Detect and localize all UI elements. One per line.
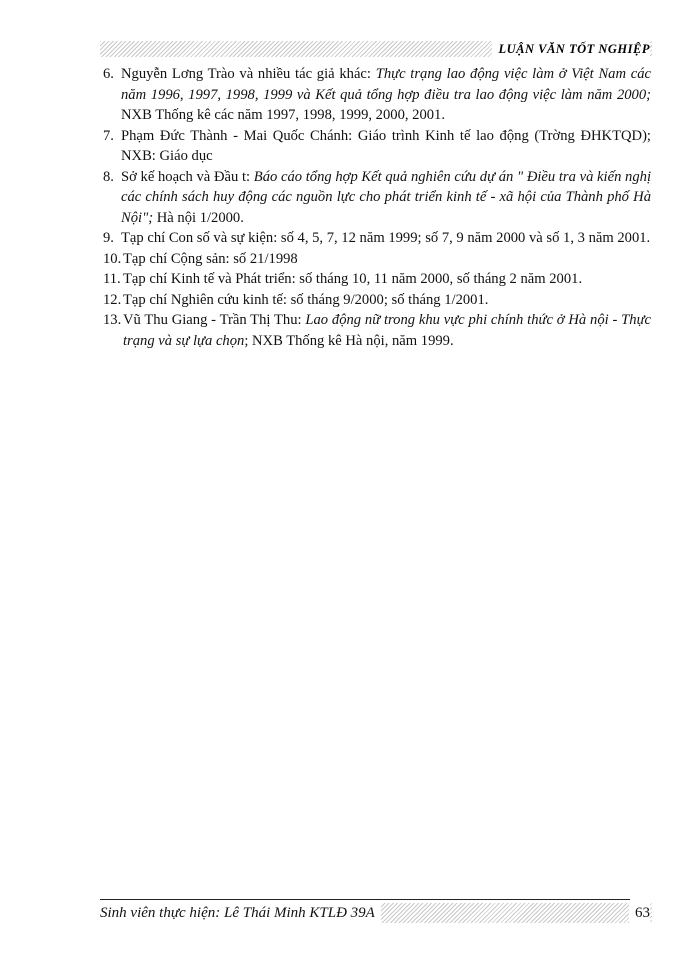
reference-item — [103, 167, 651, 229]
footer-divider — [100, 899, 630, 900]
reference-item — [103, 228, 651, 249]
reference-title: Lao động nữ trong khu vực phi chính thức ở Hà nội - Thực trạng và sự lựa chọn — [123, 312, 652, 349]
footer-student: Sinh viên thực hiện: Lê Thái Minh KTLĐ 39A — [100, 903, 381, 923]
reference-item — [103, 64, 651, 126]
reference-number: 10. — [103, 250, 122, 267]
reference-author: Tạp chí Con số và sự kiện: số 4, 5, 7, 12 năm 1999; số 7, 9 năm 2000 và số 1, 3 năm 2001. — [121, 230, 651, 246]
reference-number: 12. — [103, 291, 122, 308]
reference-author: Nguyễn Lơng Trào và nhiều tác giả khác: — [121, 66, 376, 82]
reference-author: Tạp chí Kinh tế và Phát triển: số tháng 10, 11 năm 2000, số tháng 2 năm 2001. — [123, 271, 583, 287]
reference-number: 13. — [103, 312, 122, 328]
reference-item — [103, 126, 651, 167]
reference-number: 6. — [103, 66, 114, 82]
page-number: 63 — [629, 903, 650, 923]
reference-item — [103, 249, 651, 270]
reference-publisher: NXB Thống kê các năm 1997, 1998, 1999, 2000, 2001. — [121, 107, 445, 123]
reference-number: 11. — [103, 271, 121, 287]
reference-author: Tạp chí Cộng sản: số 21/1998 — [123, 250, 298, 267]
header-title: LUẬN VĂN TỐT NGHIỆP — [492, 41, 650, 57]
reference-author: Vũ Thu Giang - Trần Thị Thu: — [123, 312, 306, 328]
reference-author: Phạm Đức Thành - Mai Quốc Chánh: Giáo trình Kinh tế lao động (Trờng ĐHKTQD); NXB: Giáo dục — [121, 127, 651, 164]
reference-number: 9. — [103, 230, 114, 246]
reference-author: Sở kế hoạch và Đầu t: — [121, 168, 254, 185]
reference-item — [103, 269, 651, 290]
reference-item — [103, 290, 651, 311]
reference-number: 7. — [103, 127, 114, 144]
reference-item — [103, 310, 651, 351]
reference-author: Tạp chí Nghiên cứu kinh tế: số tháng 9/2000; số tháng 1/2001. — [123, 291, 489, 308]
reference-publisher: Hà nội 1/2000. — [153, 209, 244, 226]
reference-number: 8. — [103, 168, 114, 185]
reference-title: Thực trạng lao động việc làm ở Việt Nam các năm 1996, 1997, 1998, 1999 và Kết quả tổng hợp điều tra lao động việc làm năm 2000; — [121, 66, 651, 103]
reference-list — [103, 64, 651, 351]
reference-title: Báo cáo tổng hợp Kết quả nghiên cứu dự án " Điều tra và kiến nghị các chính sách huy động các nguồn lực cho phát triển kinh tế - xã hội của Thành phố Hà Nội"; — [121, 168, 651, 226]
reference-publisher: ; NXB Thống kê Hà nội, năm 1999. — [244, 332, 454, 349]
